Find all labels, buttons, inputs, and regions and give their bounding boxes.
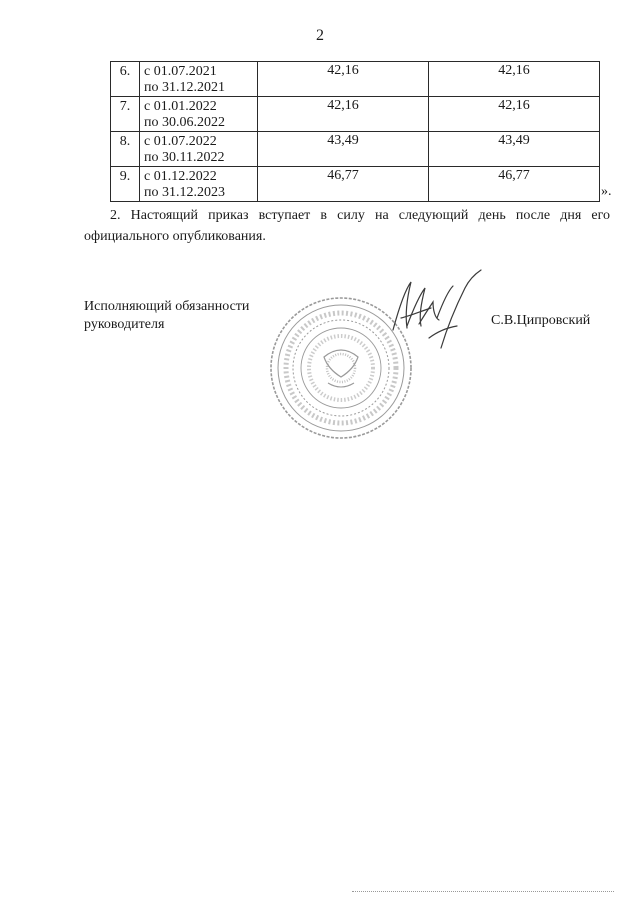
closing-quote: ». [601,184,612,199]
period-from: с 01.07.2021 [144,64,217,79]
row-value-1: 42,16 [258,97,429,132]
signatory-title [84,298,249,334]
signatory-title-line-1: Исполняющий обязанности [84,299,250,314]
row-value-2: 42,16 [429,62,600,97]
page-number: 2 [316,27,324,44]
paragraph-effective-date: 2. Настоящий приказ вступает в силу на следующий день после дня его официального опубликования. [84,208,610,244]
footer-divider [352,891,614,892]
period-from: с 01.01.2022 [144,99,217,114]
row-period [140,62,258,97]
table-row [111,132,600,167]
signatory-name: С.В.Ципровский [491,313,591,328]
row-period [140,132,258,167]
handwritten-signature-icon [385,268,495,363]
row-value-2: 42,16 [429,97,600,132]
table-row [111,167,600,202]
period-to: по 30.11.2022 [144,150,225,165]
row-number: 8. [111,132,140,167]
row-value-1: 42,16 [258,62,429,97]
table-row [111,97,600,132]
signatory-title-line-2: руководителя [84,317,165,332]
tariff-table [110,61,600,202]
row-number: 7. [111,97,140,132]
period-to: по 31.12.2021 [144,80,225,95]
period-from: с 01.12.2022 [144,169,217,184]
row-value-1: 43,49 [258,132,429,167]
period-from: с 01.07.2022 [144,134,217,149]
row-period [140,97,258,132]
row-value-2: 43,49 [429,132,600,167]
row-number: 9. [111,167,140,202]
period-to: по 31.12.2023 [144,185,225,200]
row-value-1: 46,77 [258,167,429,202]
row-period [140,167,258,202]
row-number: 6. [111,62,140,97]
row-value-2: 46,77 [429,167,600,202]
table-row [111,62,600,97]
period-to: по 30.06.2022 [144,115,225,130]
